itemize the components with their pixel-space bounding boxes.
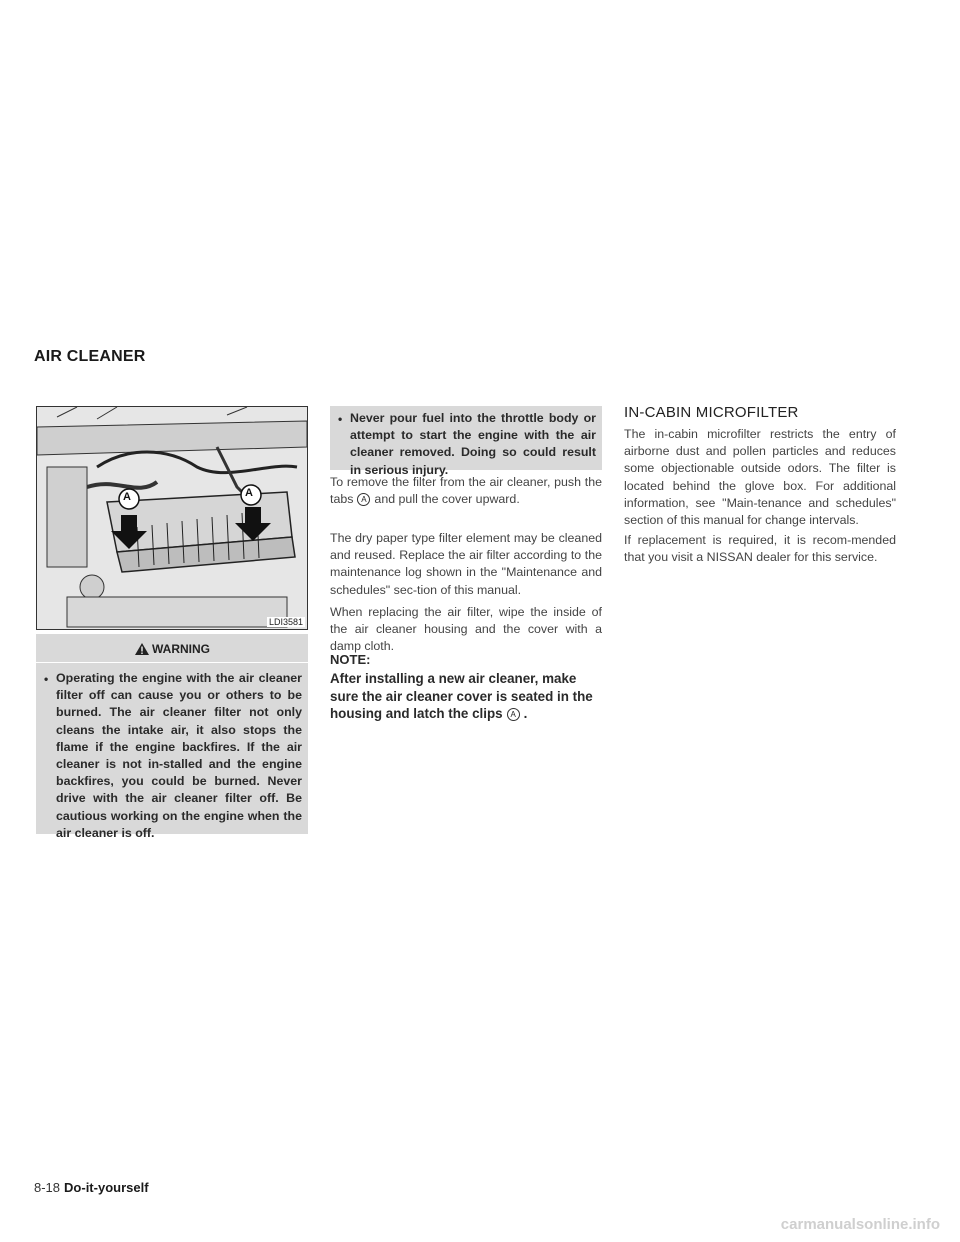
callout-a-icon: A — [507, 708, 520, 721]
warning-heading — [36, 642, 308, 659]
in-cabin-microfilter-heading: IN-CABIN MICROFILTER — [624, 404, 799, 421]
warning-heading-text: WARNING — [152, 642, 210, 656]
callout-label-left: A — [123, 491, 131, 503]
page-footer — [34, 1180, 149, 1195]
note-label: NOTE: — [330, 652, 371, 667]
warning-divider — [36, 662, 308, 663]
warning-box-continued — [330, 406, 602, 477]
replacement-paragraph: If replacement is required, it is recom-mended that you visit a NISSAN dealer for this service. — [624, 533, 896, 565]
warning-box — [36, 634, 308, 840]
remove-filter-text-end: and pull the cover upward. — [374, 492, 520, 507]
warning-bullet-2: Never pour fuel into the throttle body or attempt to start the engine with the air cleaner removed. Doing so could result in serious injury. — [350, 411, 596, 477]
figure-id-label: LDI3581 — [268, 617, 303, 627]
note-end: . — [523, 706, 528, 722]
section-title: AIR CLEANER — [34, 348, 146, 365]
note-body: After installing a new air cleaner, make sure the air cleaner cover is seated in the housing and latch the clips — [330, 671, 593, 722]
remove-filter-text: To remove the filter from the air cleaner, push the tabs — [330, 475, 602, 507]
warning-bullet-1: Operating the engine with the air cleaner filter off can cause you or others to be burned. The air cleaner filter not only cleans the intake air, it also stops the flame if the engine backfires. If the air cleaner is not in-stalled and the engine backfires, you could be burned. Never drive with the air cleaner filter off. Be cautious working on the engine when the air cleaner is off. — [56, 671, 302, 840]
callout-a-icon: A — [357, 493, 370, 506]
bullet-marker: • — [44, 672, 49, 686]
remove-filter-paragraph — [330, 474, 602, 508]
wipe-housing-paragraph: When replacing the air filter, wipe the inside of the air cleaner housing and the cover with a damp cloth. — [330, 605, 602, 654]
bullet-marker: • — [338, 412, 343, 426]
microfilter-paragraph: The in-cabin microfilter restricts the entry of airborne dust and pollen particles and reduces some objectionable outside odors. The filter is located behind the glove box. For additional information, see "Main-tenance and schedules" section of this manual for change intervals. — [624, 427, 896, 528]
callout-label-right: A — [245, 487, 253, 499]
filter-element-paragraph: The dry paper type filter element may be cleaned and reused. Replace the air filter according to the maintenance log shown in the "Maintenance and schedules" sec-tion of this manual. — [330, 531, 602, 597]
chapter-title: Do-it-yourself — [64, 1180, 149, 1195]
watermark: carmanualsonline.info — [780, 1216, 940, 1233]
warning-triangle-icon — [134, 642, 150, 659]
note-text — [330, 670, 602, 723]
engine-air-cleaner-illustration — [36, 406, 308, 630]
page-number: 8-18 — [34, 1180, 61, 1195]
